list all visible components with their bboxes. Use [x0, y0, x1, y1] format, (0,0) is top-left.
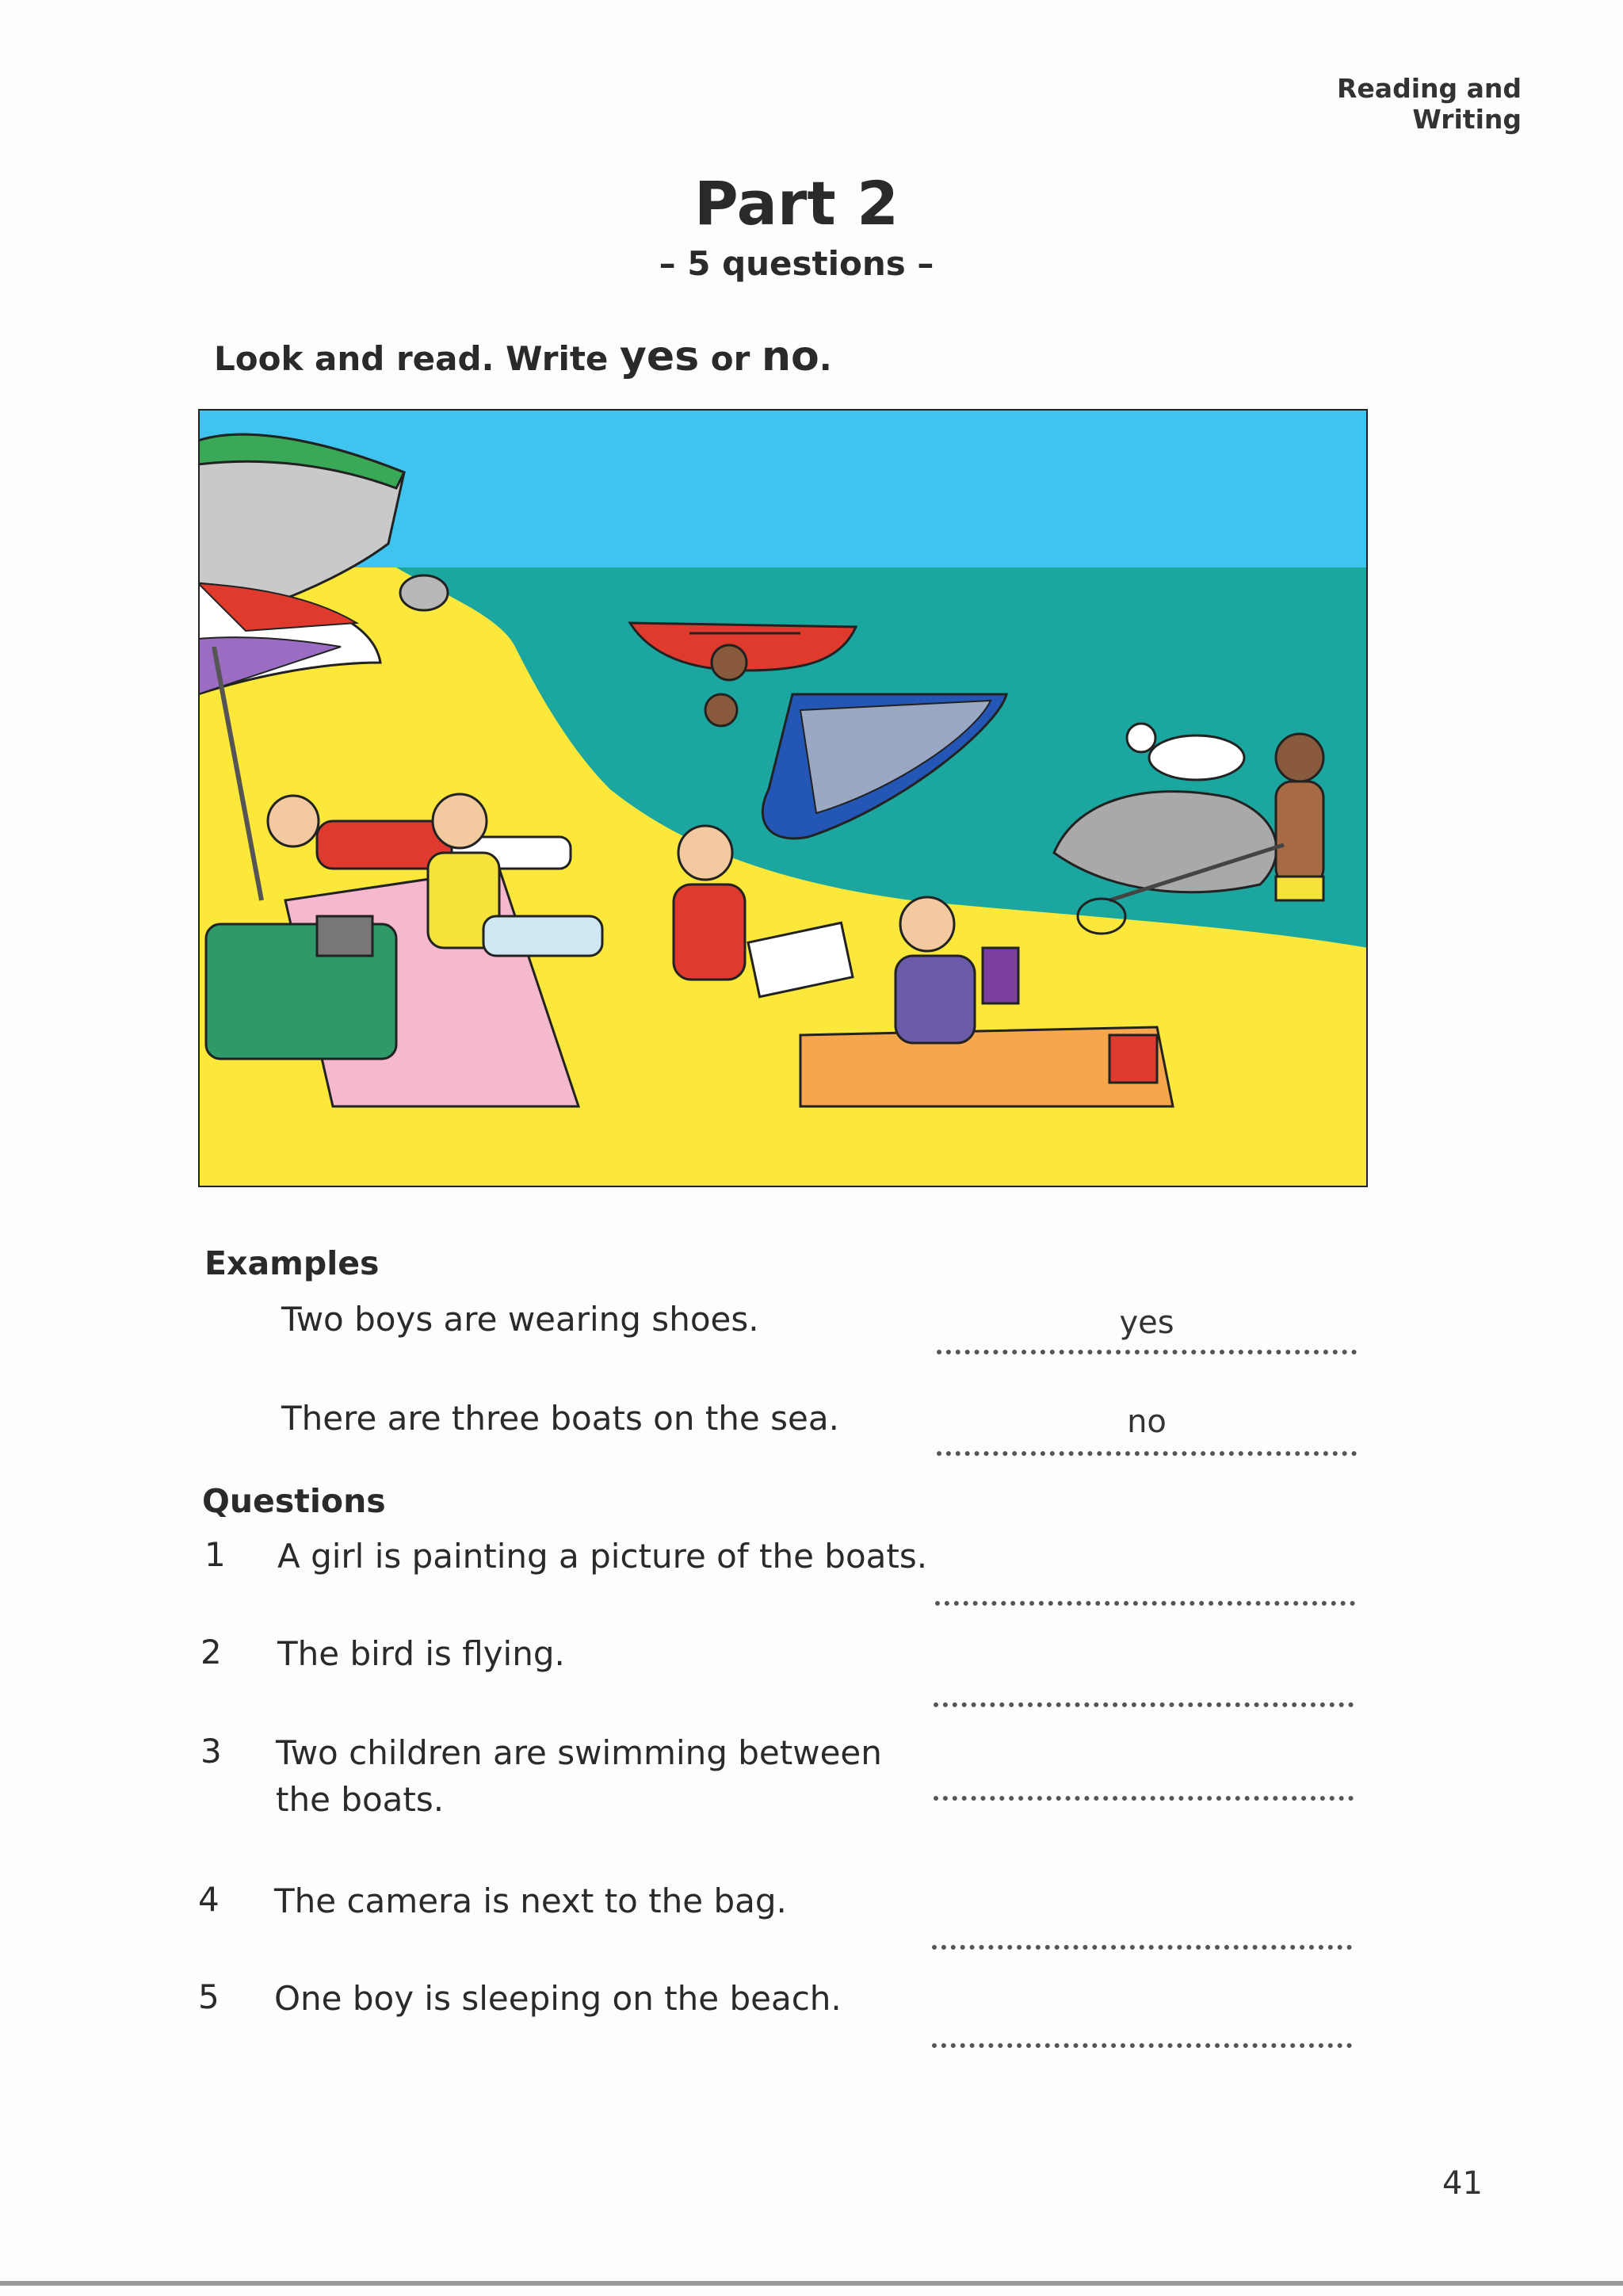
example-1-text: Two boys are wearing shoes. [281, 1300, 759, 1339]
beach-scene-illustration [198, 409, 1368, 1187]
bottom-rule [0, 2281, 1623, 2286]
question-1-text: A girl is painting a picture of the boats. [277, 1537, 928, 1576]
section-label: Reading and Writing [1337, 73, 1522, 135]
instruction-suffix: . [819, 339, 832, 378]
example-2-text: There are three boats on the sea. [281, 1399, 839, 1438]
example-2-answer-line [937, 1445, 1357, 1456]
question-4-text: The camera is next to the bag. [274, 1881, 787, 1920]
bucket [1109, 1035, 1157, 1083]
part-subtitle: – 5 questions – [659, 244, 934, 283]
question-2-answer-line[interactable] [934, 1696, 1354, 1707]
question-3-text-line-2: the boats. [276, 1780, 445, 1819]
example-1-answer-line [937, 1343, 1357, 1354]
instruction-prefix: Look and read. Write [214, 339, 621, 378]
question-5-text: One boy is sleeping on the beach. [274, 1979, 842, 2018]
instruction-no: no [761, 333, 819, 380]
examples-heading: Examples [204, 1244, 380, 1282]
question-3-text: Two children are swimming between [276, 1733, 882, 1772]
swimmer-1 [712, 645, 747, 680]
question-2-number: 2 [200, 1633, 222, 1671]
part-title: Part 2 [693, 168, 899, 239]
instruction-or: or [699, 339, 762, 378]
example-1-answer: yes [1119, 1305, 1174, 1341]
question-4-answer-line[interactable] [932, 1939, 1352, 1950]
question-3-answer-line[interactable] [934, 1790, 1354, 1801]
question-1-number: 1 [204, 1535, 226, 1574]
instruction-yes: yes [620, 333, 700, 380]
question-2-text: The bird is flying. [277, 1634, 565, 1673]
question-3-number: 3 [200, 1732, 222, 1771]
shore-rock [400, 575, 448, 610]
question-5-number: 5 [198, 1977, 220, 2016]
seagull [1149, 735, 1244, 780]
swimmer-2 [705, 694, 737, 726]
question-1-answer-line[interactable] [935, 1595, 1355, 1606]
instruction [214, 333, 832, 380]
question-4-number: 4 [198, 1880, 220, 1919]
page-number: 41 [1442, 2165, 1483, 2202]
question-5-answer-line[interactable] [932, 2037, 1352, 2048]
questions-heading: Questions [202, 1482, 386, 1520]
example-2-answer: no [1127, 1404, 1167, 1440]
camera [317, 916, 372, 956]
